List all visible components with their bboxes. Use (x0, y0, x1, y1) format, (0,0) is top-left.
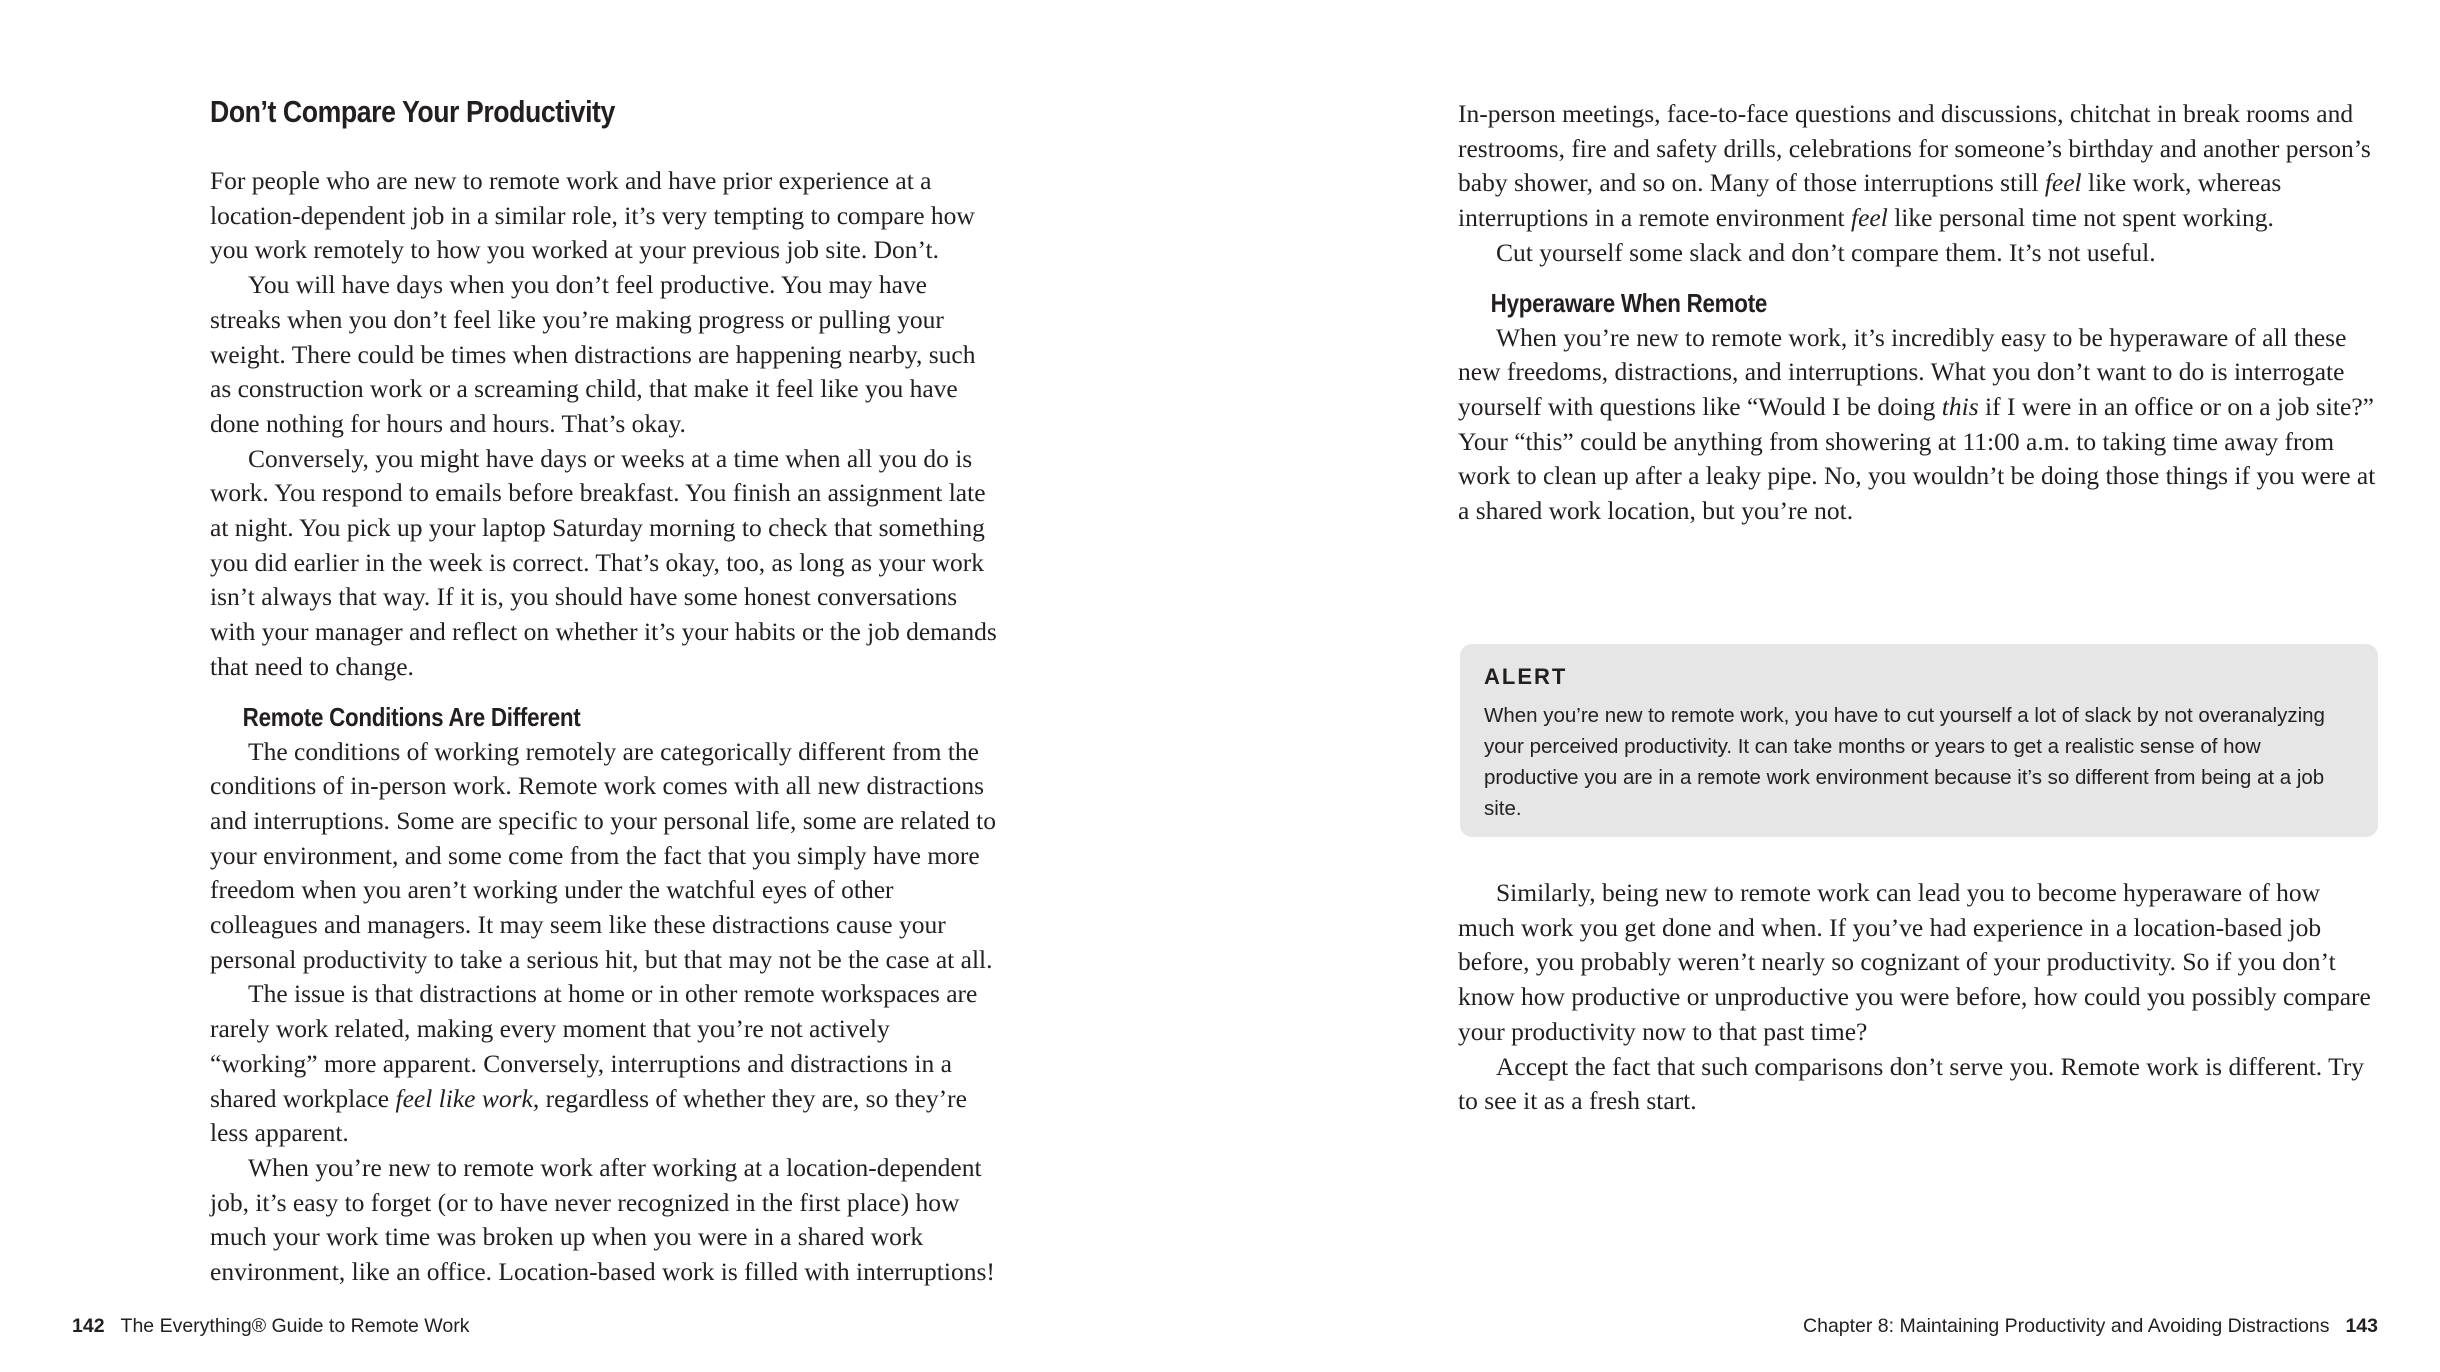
paragraph: You will have days when you don’t feel productive. You may have streaks when you don’t feel like you’re making progress or pulling your weight. There could be times when distractions are happening nearby, such as construction work or a screaming child, that make it feel like you have done nothing for hours and hours. That’s okay. (210, 270, 976, 438)
emphasis-text: feel (1851, 203, 1888, 233)
left-page-text-column (210, 86, 1000, 1290)
subsection-heading: Remote Conditions Are Different (242, 701, 581, 732)
paragraph (1458, 321, 2378, 529)
text-run: if I were in an office or on a job site?” Your “this” could be anything from showering at 11:00 a.m. to taking time away from work to clean up after a leaky pipe. No, you wouldn’t be doing those things if you were at a shared work location, but you’re not. (1458, 391, 2376, 526)
section-heading: Don’t Compare Your Productivity (210, 94, 615, 129)
text-run: like personal time not spent working. (1887, 203, 2274, 233)
text-run: When you’re new to remote work, it’s incredibly easy to be hyperaware of all these new freedoms, distractions, and interruptions. What you don’t want to do is interrogate yourself with questions like “Would I be doing (1458, 322, 2347, 421)
text-run: , regardless of whether they are, so they’re less apparent. (210, 1083, 967, 1148)
paragraph: The conditions of working remotely are categorically different from the conditions of in-person work. Remote work comes with all new distractions and interruptions. Some are specific to your personal life, some are related to your environment, and some come from the fact that you simply have more freedom when you aren’t working under the watchful eyes of other colleagues and managers. It may seem like these distractions cause your personal productivity to take a serious hit, but that may not be the case at all. (210, 736, 996, 974)
page-number: 143 (2345, 1315, 2378, 1337)
running-title: Chapter 8: Maintaining Productivity and Avoiding Distractions (1803, 1315, 2330, 1337)
emphasis-text: this (1941, 391, 1979, 421)
paragraph: Conversely, you might have days or weeks at a time when all you do is work. You respond to emails before breakfast. You finish an assignment late at night. You pick up your laptop Saturday morning to check that something you did earlier in the week is correct. That’s okay, too, as long as your work isn’t always that way. If it is, you should have some honest conversations with your manager and reflect on whether it’s your habits or the job demands that need to change. (210, 443, 997, 681)
alert-title: ALERT (1484, 664, 1568, 689)
paragraph: Accept the fact that such comparisons don’t serve you. Remote work is different. Try to see it as a fresh start. (1458, 1051, 2364, 1116)
left-folio (72, 1312, 469, 1340)
right-page-text-column (1458, 97, 2378, 529)
right-folio (1803, 1312, 2378, 1340)
subsection-heading: Hyperaware When Remote (1490, 287, 1768, 318)
alert-text: When you’re new to remote work, you have to cut yourself a lot of slack by not overanalyzing your perceived productivity. It can take months or years to get a realistic sense of how productive you are in a remote work environment because it’s so different from being at a job site. (1484, 704, 2325, 820)
paragraph: Similarly, being new to remote work can lead you to become hyperaware of how much work you get done and when. If you’ve had experience in a location-based job before, you probably weren’t nearly so cognizant of your productivity. So if you don’t know how productive or unproductive you were before, how could you possibly compare your productivity now to that past time? (1458, 878, 2371, 1046)
paragraph: Cut yourself some slack and don’t compare them. It’s not useful. (1496, 237, 2156, 267)
paragraph (1458, 97, 2378, 236)
spacer (1458, 271, 2378, 285)
page-number: 142 (72, 1315, 105, 1337)
paragraph (210, 977, 1000, 1151)
paragraph: For people who are new to remote work and have prior experience at a location-dependent job in a similar role, it’s very tempting to compare how you work remotely to how you worked at your previous job site. Don’t. (210, 166, 975, 265)
emphasis-text: feel (2044, 168, 2082, 198)
text-run: The issue is that distractions at home or in other remote workspaces are rarely work related, making every moment that you’re not actively “working” more apparent. Conversely, interruptions and distractions in a shared workplace (210, 979, 978, 1113)
running-title: The Everything® Guide to Remote Work (120, 1315, 470, 1337)
emphasis-text: feel like work (395, 1083, 533, 1113)
text-run: In-person meetings, face-to-face questions and discussions, chitchat in break rooms and restrooms, fire and safety drills, celebrations for someone’s birthday and another person’s baby shower, and so on. Many of those interruptions still (1458, 99, 2371, 198)
paragraph: When you’re new to remote work after working at a location-dependent job, it’s easy to forget (or to have never recognized in the first place) how much your work time was broken up when you were in a shared work environment, like an office. Location-based work is filled with interruptions! (210, 1152, 995, 1287)
spacer (210, 685, 1000, 699)
right-page-text-column-lower (1458, 876, 2378, 1119)
text-run: like work, whereas interruptions in a remote environment (1458, 168, 2282, 233)
alert-callout (1460, 644, 2378, 837)
